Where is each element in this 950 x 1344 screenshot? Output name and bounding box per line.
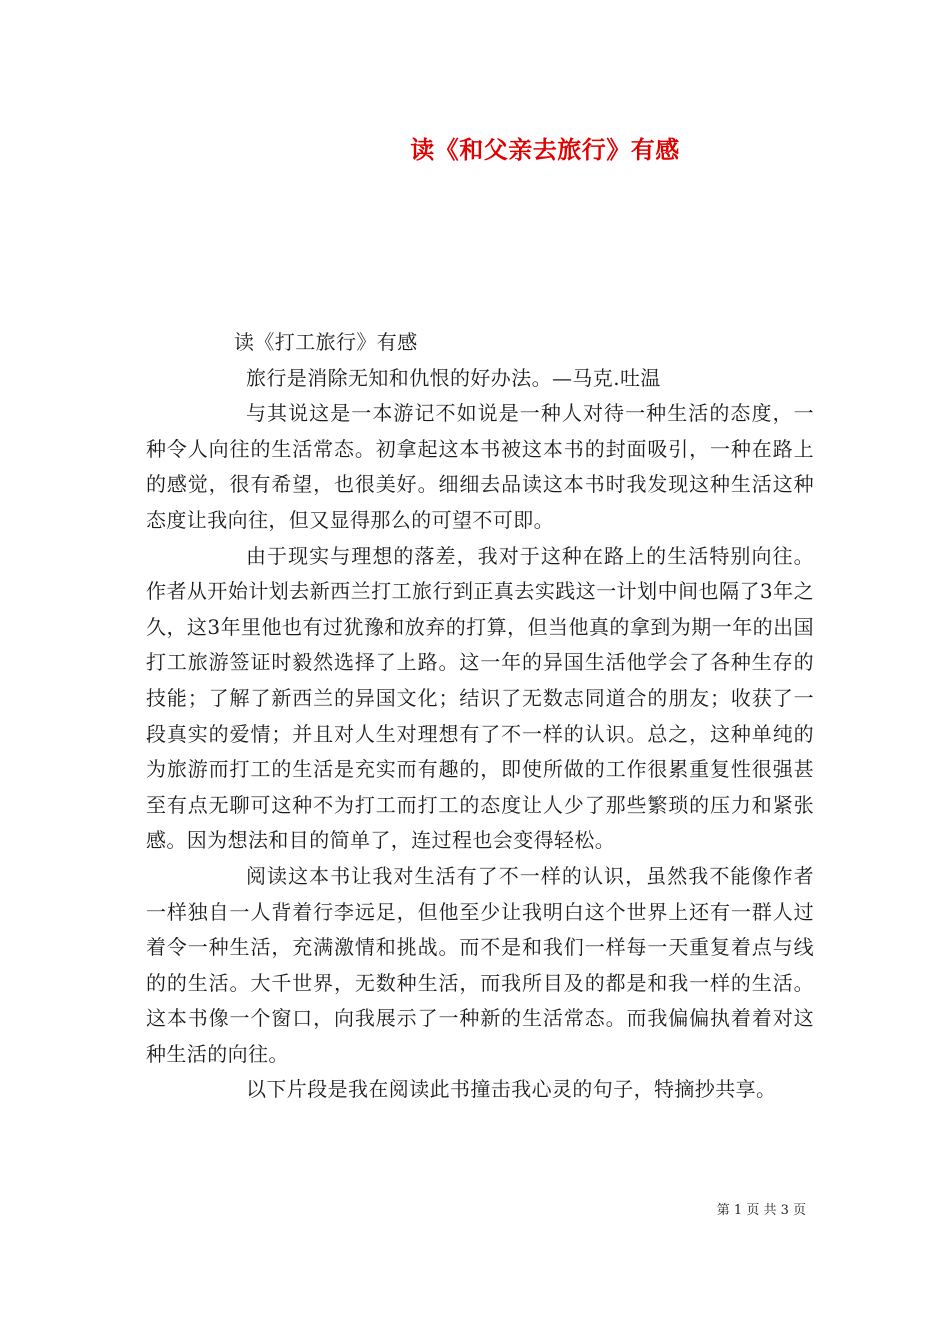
page-title: 读《和父亲去旅行》有感 <box>410 135 680 164</box>
page-footer: 第 1 页 共 3 页 <box>716 1203 806 1218</box>
paragraph-1: 与其说这是一本游记不如说是一种人对待一种生活的态度，一种令人向往的生活常态。初拿起这本书被这本书的封面吸引，一种在路上的感觉，很有希望，也很美好。细细去品读这本书时我发现这种生活这种态度让我向往，但又显得那么的可望不可即。 <box>146 401 814 532</box>
paragraph-4: 以下片段是我在阅读此书撞击我心灵的句子，特摘抄共享。 <box>246 1077 777 1102</box>
paragraph-3: 阅读这本书让我对生活有了不一样的认识，虽然我不能像作者一样独自一人背着行李远足，但他至少让我明白这个世界上还有一群人过着令一种生活，充满激情和挑战。而不是和我们一样每一天重复着点与线的的生活。大千世界，无数种生活，而我所目及的都是和我一样的生活。这本书像一个窗口，向我展示了一种新的生活常态。而我偏偏执着着对这种生活的向往。 <box>146 863 814 1066</box>
document-body <box>146 325 814 1108</box>
paragraph-2: 由于现实与理想的落差，我对于这种在路上的生活特别向往。作者从开始计划去新西兰打工旅行到正真去实践这一计划中间也隔了3年之久，这3年里他也有过犹豫和放弃的打算，但当他真的拿到为期一年的出国打工旅游签证时毅然选择了上路。这一年的异国生活他学会了各种生存的技能；了解了新西兰的异国文化；结识了无数志同道合的朋友；收获了一段真实的爱情；并且对人生对理想有了不一样的认识。总之，这种单纯的为旅游而打工的生活是充实而有趣的，即使所做的工作很累重复性很强甚至有点无聊可这种不为打工而打工的态度让人少了那些繁琐的压力和紧张感。因为想法和目的简单了，连过程也会变得轻松。 <box>146 543 814 853</box>
epigraph-quote: 旅行是消除无知和仇恨的好办法。—马克.吐温 <box>246 365 661 390</box>
subtitle: 读《打工旅行》有感 <box>234 330 418 354</box>
